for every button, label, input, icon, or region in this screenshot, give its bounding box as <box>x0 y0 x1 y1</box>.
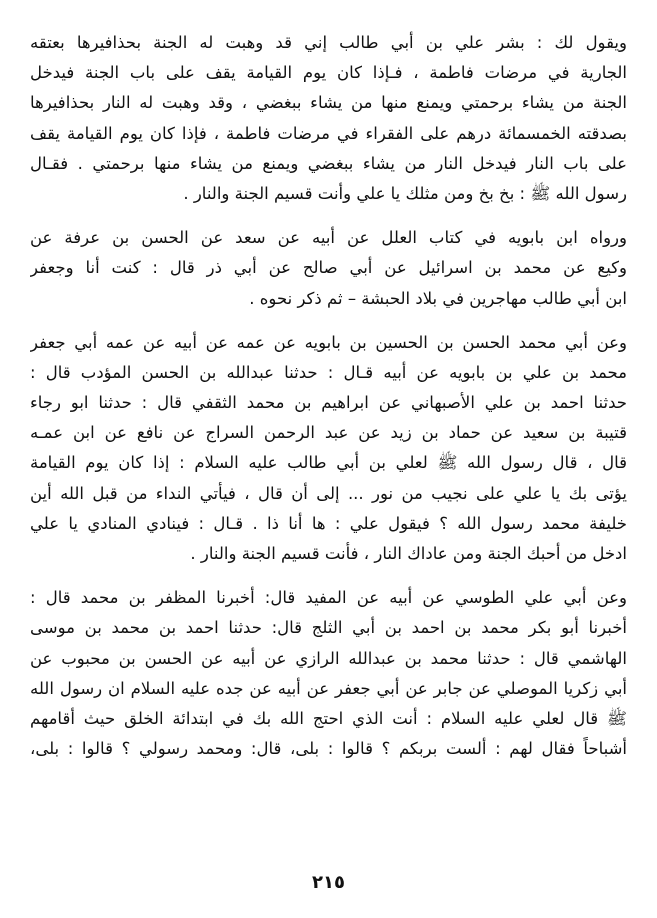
text-line: الجارية في مرضات فاطمة ، فـإذا كان يوم القيامة يقف على باب الجنة فيدخل <box>30 63 627 83</box>
text-line: الهاشمي قال : حدثنا محمد بن عبدالله الرازي عن أبيه عن الحسن بن محبوب عن <box>30 648 627 668</box>
text-line: قال ، قال رسول الله ﷺ لعلي بن أبي طالب عليه السلام : إذا كان يوم القيامة <box>30 453 627 473</box>
text-line: خليفة محمد رسول الله ؟ فيقول علي : ها أنا ذا . قـال : فينادي المنادي يا علي <box>30 513 627 533</box>
text-line: وكيع عن محمد بن اسرائيل عن أبي صالح عن أبي ذر قال : كنت أنا وجعفر <box>30 258 627 278</box>
paragraph-2 <box>30 223 627 314</box>
text-line: وعن أبي علي الطوسي عن أبيه عن المفيد قال: أخبرنا المظفر بن محمد قال : <box>30 588 627 608</box>
text-line: ادخل من أحبك الجنة ومن عاداك النار ، فأنت قسيم الجنة والنار . <box>190 544 627 563</box>
text-line: محمد بن علي بن بابويه عن أبيه قـال : حدثنا عبدالله بن الحسن المؤدب قال : <box>30 362 627 382</box>
text-line: ويقول لك : بشر علي بن أبي طالب إني قد وهبت له الجنة بحذافيرها بعتقه <box>30 33 627 52</box>
text-line: ابن أبي طالب مهاجرين في بلاد الحبشة – ثم ذكر نحوه . <box>249 288 627 308</box>
text-line: رسول الله ﷺ : بخ بخ ومن مثلك يا علي وأنت قسيم الجنة والنار . <box>183 183 627 203</box>
text-line: قتيبة بن سعيد عن حماد بن زيد عن عبد الرحمن السراج عن نافع عن ابن عمـه <box>30 423 627 443</box>
text-line: أشباحاً فقال لهم : ألست بربكم ؟ قالوا : بلى، قال: ومحمد رسولي ؟ قالوا : بلى، <box>30 739 627 759</box>
paragraph-1 <box>30 28 627 209</box>
text-line: الجنة من يشاء برحمتي ويمنع منها من يشاء ببغضي ، وقد وهبت له النار بحذافيرها <box>30 93 627 113</box>
text-line: بصدقته الخمسمائة درهم على الفقراء في مرضات فاطمة ، فإذا كان يوم القيامة يقف <box>30 123 627 143</box>
text-line: أبي زكريا الموصلي عن جابر عن أبي جعفر عن أبيه عن جده عليه السلام ان رسول الله <box>30 678 627 698</box>
text-line: حدثنا احمد بن علي الأصبهاني عن ابراهيم بن محمد الثقفي قال : حدثنا ابو رجاء <box>30 393 627 413</box>
paragraph-3 <box>30 328 627 570</box>
text-line: وعن أبي محمد الحسن بن الحسين بن بابويه عن عمه عن أبيه عن عمه أبي جعفر <box>30 332 627 352</box>
paragraph-4 <box>30 583 627 764</box>
page-number: ٢١٥ <box>312 872 345 893</box>
text-line: أخبرنا أبو بكر محمد بن احمد بن أبي الثلج قال: حدثنا احمد بن محمد بن موسى <box>30 618 627 638</box>
text-line: على باب النار فيدخل النار من يشاء ببغضي ويمنع من يشاء منها برحمتي . فقـال <box>30 153 627 173</box>
text-line: يؤتى بك يا علي على نجيب من نور ... إلى أن قال ، فيأتي النداء من قبل الله أين <box>30 483 627 503</box>
text-line: ورواه ابن بابويه في كتاب العلل عن أبيه عن سعد عن الحسن بن عرفة عن <box>30 228 627 248</box>
page-body <box>30 28 627 764</box>
text-line: ﷺ قال لعلي عليه السلام : أنت الذي احتج الله بك في ابتدائة الخلق حيث أقامهم <box>30 708 627 728</box>
